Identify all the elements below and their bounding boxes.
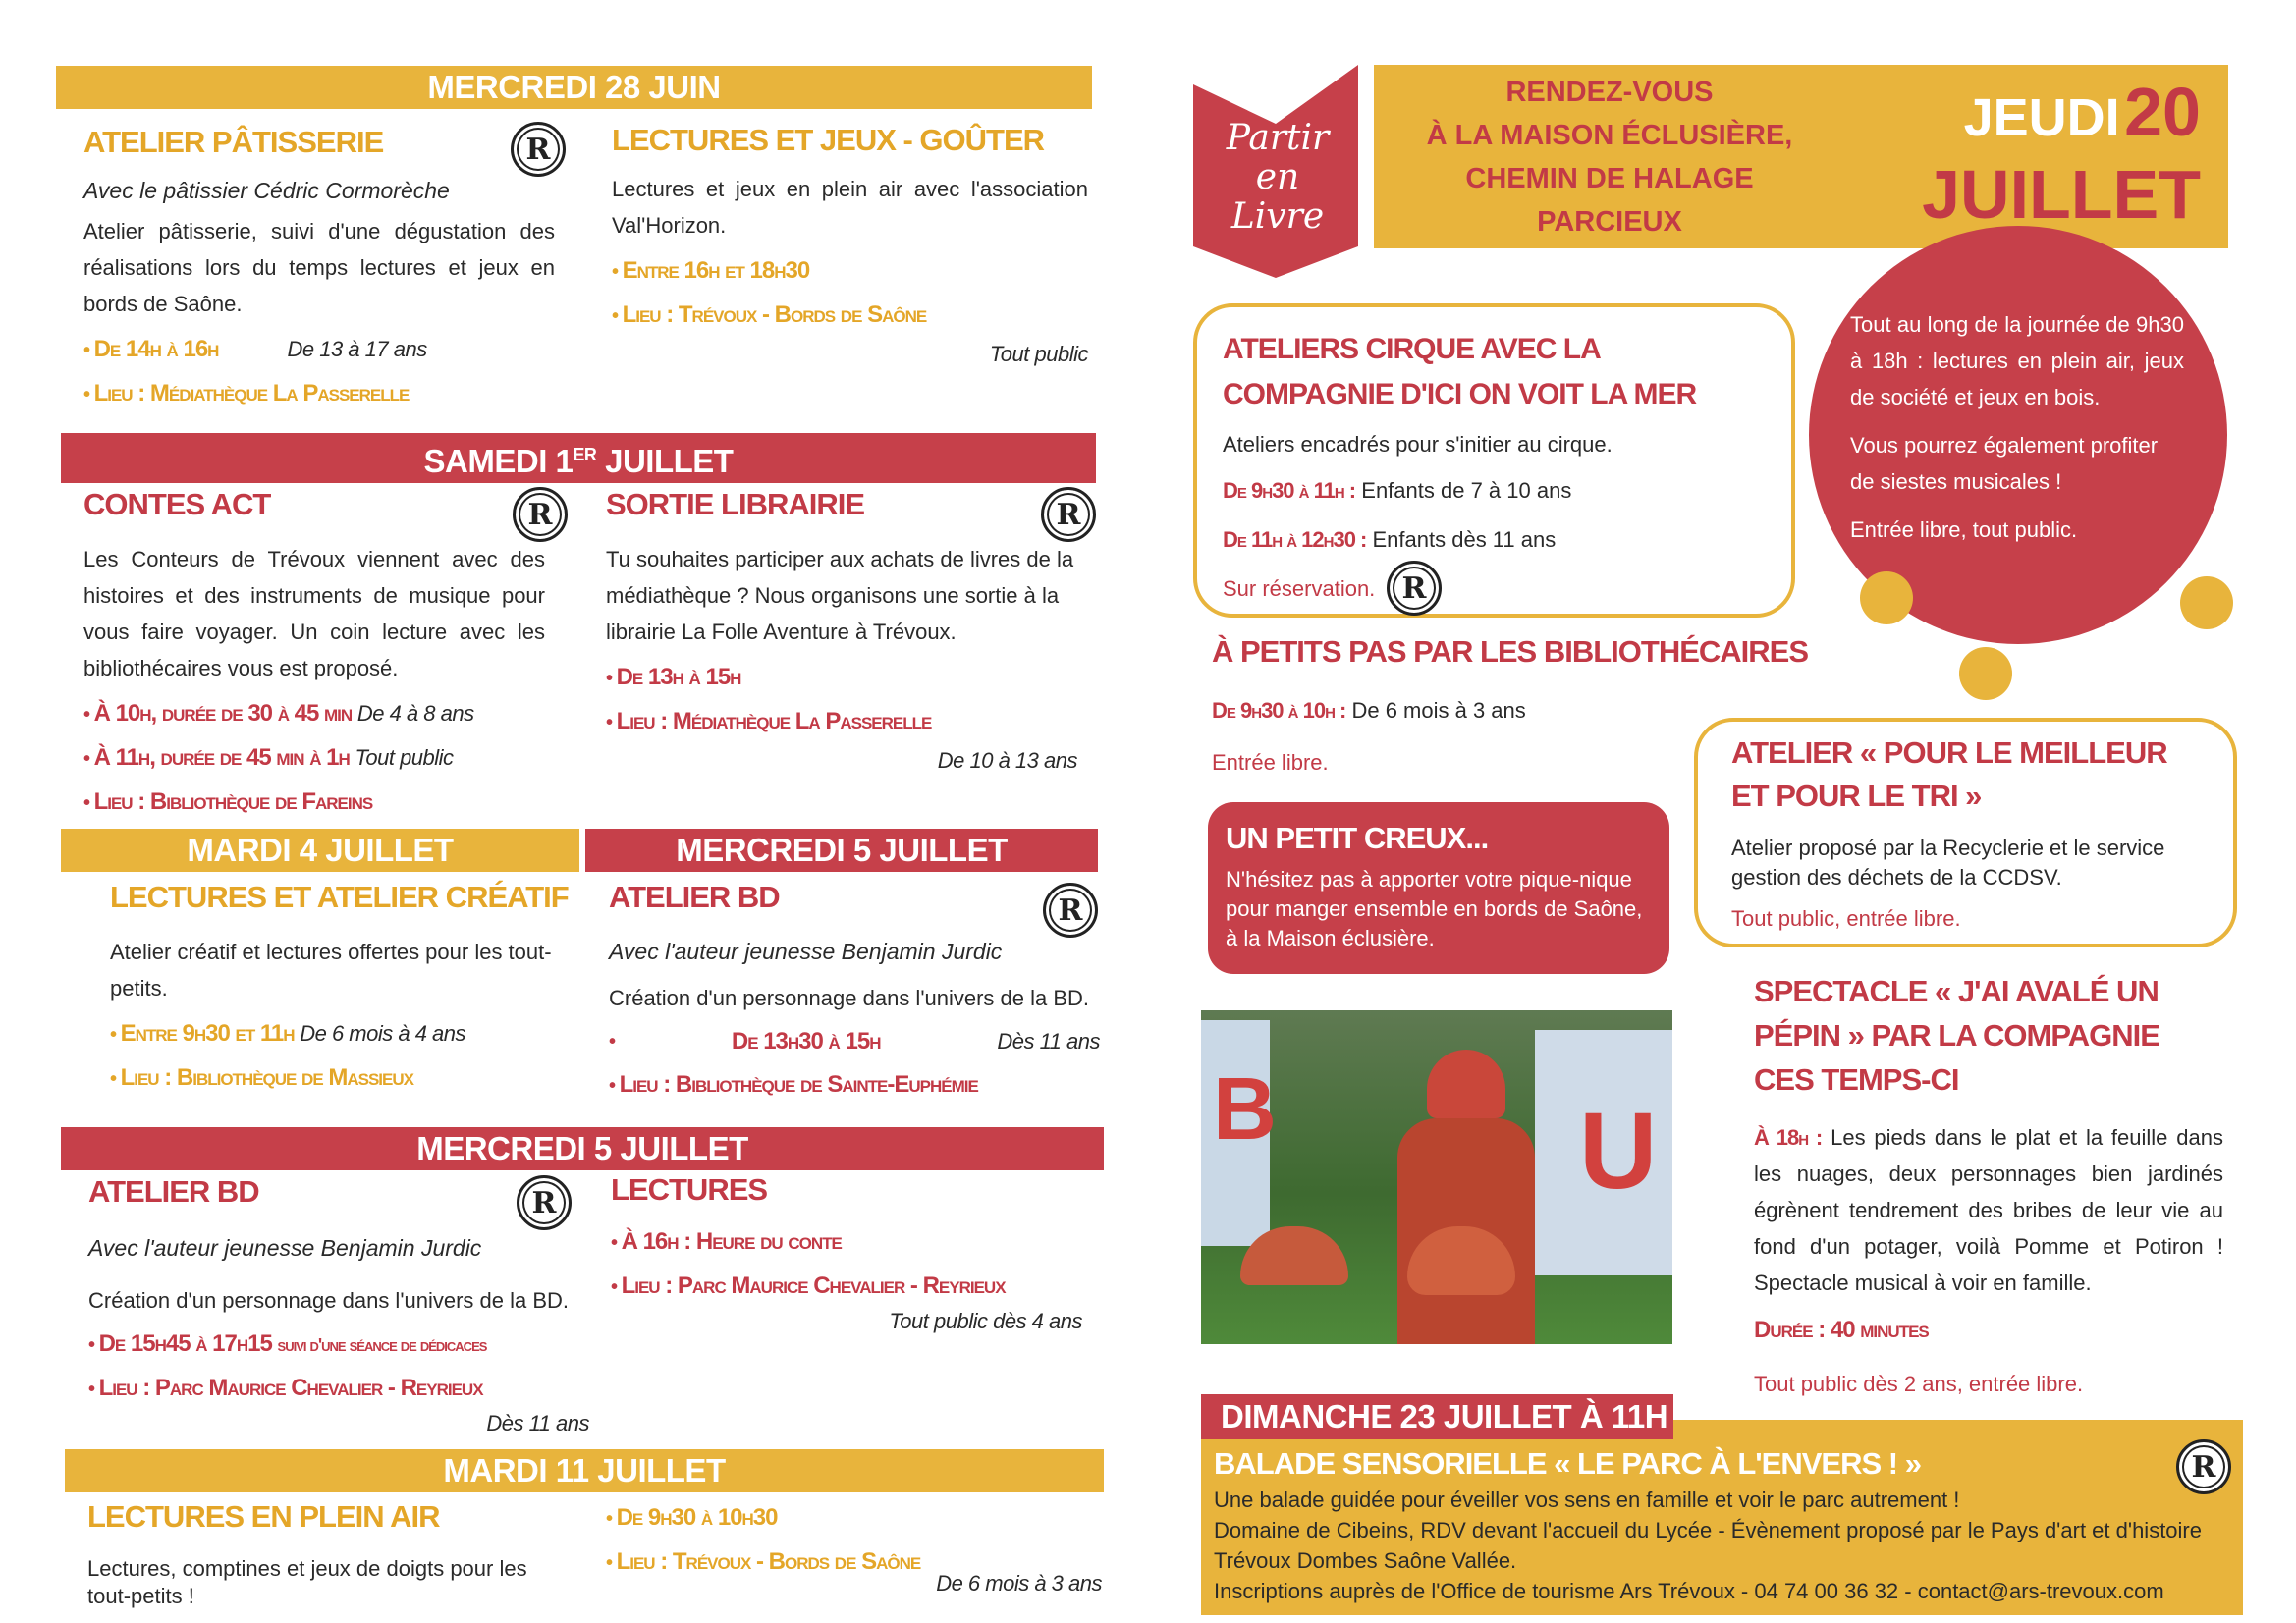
event-lectures-plein-air-details xyxy=(606,1496,1102,1596)
address-line: CHEMIN DE HALAGE xyxy=(1465,163,1754,194)
event-time: • À 16h : Heure du conte xyxy=(611,1220,1082,1265)
banner-text: JUILLET xyxy=(596,443,734,479)
reservation-icon: R xyxy=(1041,487,1096,542)
event-time: • De 13h à 15h xyxy=(606,656,1077,700)
session-time: De 11h à 12h30 : xyxy=(1223,527,1367,552)
event-place: • Lieu : Médiathèque La Passerelle xyxy=(83,372,555,416)
event-title: ATELIER « POUR LE MEILLEUR ET POUR LE TRI » xyxy=(1731,735,2167,813)
session-age: Enfants dès 11 ans xyxy=(1372,527,1557,552)
session-age: De 6 mois à 3 ans xyxy=(1351,698,1526,723)
event-title: LECTURES xyxy=(611,1172,768,1207)
event-title: LECTURES ET JEUX - GOÛTER xyxy=(612,123,1045,157)
reservation-icon: R xyxy=(1043,883,1098,938)
time-text: À 11h, durée de 45 min à 1h xyxy=(93,744,350,771)
event-title: ATELIER BD xyxy=(609,880,780,914)
date-month: JUILLET xyxy=(1922,156,2201,233)
session-line xyxy=(1223,515,1766,565)
event-title: SORTIE LIBRAIRIE xyxy=(606,487,865,521)
event-subtitle: Avec l'auteur jeunesse Benjamin Jurdic xyxy=(609,939,1003,964)
box-text: N'hésitez pas à apporter votre pique-nique pour manger ensemble en bords de Saône, à la Maison éclusière. xyxy=(1226,867,1643,950)
event-subtitle: Avec l'auteur jeunesse Benjamin Jurdic xyxy=(88,1235,482,1261)
time-extra: suivi d'une séance de dédicaces xyxy=(277,1335,487,1355)
event-lectures-reyrieux xyxy=(611,1171,1082,1334)
description-text: Les pieds dans le plat et la feuille dans les nuages, deux personnages bien jardinés égrènent tendrement des bribes de leur vie au fond d'un potager, voilà Pomme et Potiron ! Spectacle musical à voir en famille. xyxy=(1754,1125,2223,1295)
event-subtitle: Avec le pâtissier Cédric Cormorèche xyxy=(83,178,450,203)
event-title: SPECTACLE « J'AI AVALÉ UN PÉPIN » PAR LA COMPAGNIE CES TEMPS-CI xyxy=(1754,974,2159,1097)
time-text: De 14h à 16h xyxy=(93,336,219,362)
event-place: • Lieu : Bibliothèque de Sainte-Euphémie xyxy=(609,1063,1100,1108)
event-description: Lectures et jeux en plein air avec l'association Val'Horizon. xyxy=(612,177,1088,238)
session-age: Enfants de 7 à 10 ans xyxy=(1361,478,1572,503)
time-text: Entre 9h30 et 11h xyxy=(120,1020,295,1047)
event-description: Ateliers encadrés pour s'initier au cirque. xyxy=(1223,432,1613,457)
session-time: De 9h30 à 10h : xyxy=(1212,698,1346,723)
event-title: LECTURES ET ATELIER CRÉATIF xyxy=(110,880,569,914)
age-range: Tout public xyxy=(355,745,454,770)
time-text: • De 13h30 à 15h xyxy=(731,1028,881,1055)
event-time xyxy=(609,1020,1100,1063)
session-time: De 9h30 à 11h : xyxy=(1223,478,1356,503)
event-title: ATELIER PÂTISSERIE xyxy=(83,125,384,159)
session-time: À 18h : xyxy=(1754,1125,1823,1150)
event-balade-sensorielle xyxy=(1214,1445,2235,1606)
date-number: 20 xyxy=(2124,74,2201,150)
sheet-letter: B xyxy=(1213,1060,1277,1159)
box-title: UN PETIT CREUX... xyxy=(1226,821,1489,855)
event-atelier-bd-reyrieux xyxy=(88,1173,589,1436)
event-time xyxy=(83,692,545,736)
event-contes-act xyxy=(83,486,545,825)
duration: Durée : 40 minutes xyxy=(1754,1317,1929,1343)
event-lectures-plein-air xyxy=(87,1498,559,1610)
banner-text: SAMEDI 1 xyxy=(423,443,574,479)
event-description: Lectures, comptines et jeux de doigts pour les tout-petits ! xyxy=(87,1556,527,1608)
age-range: De 13 à 17 ans xyxy=(287,337,427,361)
event-time xyxy=(110,1012,586,1056)
partir-en-livre-logo xyxy=(1189,65,1362,278)
event-line: Une balade guidée pour éveiller vos sens en famille et voir le parc autrement ! xyxy=(1214,1488,1960,1512)
age-range: Dès 11 ans xyxy=(486,1411,589,1435)
event-place: • Lieu : Trévoux - Bords de Saône xyxy=(606,1541,1102,1585)
decorative-dot xyxy=(1860,571,1913,624)
time-text: À 10h, durée de 30 à 45 min xyxy=(93,700,353,727)
venue-address xyxy=(1413,71,1806,243)
header-rendezvous xyxy=(1374,65,2228,248)
event-lectures-atelier-creatif xyxy=(110,879,586,1101)
event-description: Atelier proposé par la Recyclerie et le service gestion des déchets de la CCDSV. xyxy=(1731,836,2165,890)
event-description: Création d'un personnage dans l'univers de la BD. xyxy=(609,986,1090,1010)
age-range: Tout public xyxy=(989,342,1088,366)
event-place: • Lieu : Bibliothèque de Fareins xyxy=(83,781,545,825)
event-contact: Inscriptions auprès de l'Office de tourisme Ars Trévoux - 04 74 00 36 32 - contact@ars-trevoux.com xyxy=(1214,1579,2164,1603)
banner-superscript: ER xyxy=(573,445,597,464)
event-time xyxy=(88,1323,589,1367)
session-line xyxy=(1223,466,1766,515)
address-line: À LA MAISON ÉCLUSIÈRE, xyxy=(1426,120,1793,151)
banner-mardi-4-juillet: MARDI 4 JUILLET xyxy=(61,829,579,872)
decorative-dot xyxy=(1959,647,2012,700)
event-title: CONTES ACT xyxy=(83,487,271,521)
event-spectacle xyxy=(1754,969,2223,1402)
event-place: • Lieu : Bibliothèque de Massieux xyxy=(110,1056,586,1101)
performer-hat xyxy=(1427,1050,1505,1118)
reservation-icon: R xyxy=(2176,1439,2231,1494)
event-date xyxy=(1922,74,2201,233)
event-title: BALADE SENSORIELLE « LE PARC À L'ENVERS ! » xyxy=(1214,1446,1921,1481)
age-range: De 10 à 13 ans xyxy=(937,748,1077,773)
event-title: ATELIER BD xyxy=(88,1174,259,1209)
banner-samedi-1er-juillet xyxy=(61,433,1096,483)
banner-mercredi-5-juillet: MERCREDI 5 JUILLET xyxy=(585,829,1098,872)
event-description xyxy=(1754,1119,2223,1301)
tri-box xyxy=(1694,718,2237,947)
show-photo xyxy=(1201,1010,1672,1344)
age-range: De 6 mois à 4 ans xyxy=(300,1021,466,1046)
age-range: Dès 11 ans xyxy=(997,1029,1100,1054)
event-time xyxy=(83,328,555,372)
petit-creux-box xyxy=(1208,802,1669,974)
event-description: Les Conteurs de Trévoux viennent avec des histoires et des instruments de musique pour vous faire voyager. Un coin lecture avec les bibliothécaires vous est proposé. xyxy=(83,547,545,680)
event-title: À PETITS PAS PAR LES BIBLIOTHÉCAIRES xyxy=(1212,634,1809,669)
event-title: ATELIERS CIRQUE AVEC LA COMPAGNIE D'ICI ON VOIT LA MER xyxy=(1223,333,1697,410)
circle-paragraph: Vous pourrez également profiter de siestes musicales ! xyxy=(1850,433,2159,494)
event-lectures-jeux-gouter xyxy=(612,122,1088,367)
reservation-icon: R xyxy=(517,1175,572,1230)
cirque-box xyxy=(1193,303,1795,618)
event-title: LECTURES EN PLEIN AIR xyxy=(87,1499,440,1534)
event-place: • Lieu : Parc Maurice Chevalier - Reyrieux xyxy=(611,1265,1082,1309)
address-line: PARCIEUX xyxy=(1537,206,1682,238)
event-place: • Lieu : Trévoux - Bords de Saône xyxy=(612,294,1088,338)
banner-dimanche-23-juillet: DIMANCHE 23 JUILLET À 11H xyxy=(1201,1394,1673,1439)
event-description: Atelier créatif et lectures offertes pour les tout-petits. xyxy=(110,940,552,1001)
event-description: Création d'un personnage dans l'univers de la BD. xyxy=(88,1288,570,1313)
banner-mardi-11-juillet: MARDI 11 JUILLET xyxy=(65,1449,1104,1492)
sheet-letter: U xyxy=(1579,1091,1658,1212)
reservation-icon: R xyxy=(1387,561,1442,616)
info-circle-text xyxy=(1850,306,2184,548)
event-atelier-patisserie xyxy=(83,124,555,416)
event-place: • Lieu : Médiathèque La Passerelle xyxy=(606,700,1077,744)
event-time: • Entre 16h et 18h30 xyxy=(612,249,1088,294)
entry-note: Entrée libre. xyxy=(1212,750,1329,775)
logo-text: Partir en Livre xyxy=(1226,118,1330,237)
circle-paragraph: Entrée libre, tout public. xyxy=(1850,517,2078,542)
circle-paragraph: Tout au long de la journée de 9h30 à 18h : lectures en plein air, jeux de société et jeux en bois. xyxy=(1850,312,2184,409)
entry-note: Tout public dès 2 ans, entrée libre. xyxy=(1754,1372,2084,1396)
address-line: RENDEZ-VOUS xyxy=(1505,77,1714,108)
event-time xyxy=(83,736,545,781)
event-line: Domaine de Cibeins, RDV devant l'accueil du Lycée - Évènement proposé par le Pays d'art et d'histoire Trévoux Dombes Saône Vallée. xyxy=(1214,1518,2202,1573)
event-sortie-librairie xyxy=(606,486,1077,774)
event-place: • Lieu : Parc Maurice Chevalier - Reyrieux xyxy=(88,1367,589,1411)
event-time: • De 9h30 à 10h30 xyxy=(606,1496,1102,1541)
banner-mercredi-5-juillet-2: MERCREDI 5 JUILLET xyxy=(61,1127,1104,1170)
age-range: De 6 mois à 3 ans xyxy=(936,1571,1102,1596)
age-range: De 4 à 8 ans xyxy=(356,701,474,726)
time-text: De 15h45 à 17h15 xyxy=(98,1330,272,1357)
reservation-icon: R xyxy=(511,122,566,177)
decorative-dot xyxy=(2180,576,2233,629)
banner-mercredi-28-juin: MERCREDI 28 JUIN xyxy=(56,66,1092,109)
entry-note: Tout public, entrée libre. xyxy=(1731,906,1961,931)
event-description: Tu souhaites participer aux achats de livres de la médiathèque ? Nous organisons une sortie à la librairie La Folle Aventure à Trévoux. xyxy=(606,547,1074,644)
reservation-icon: R xyxy=(513,487,568,542)
reservation-note: Sur réservation. xyxy=(1223,576,1376,601)
event-atelier-bd-sainte-euphemie xyxy=(609,879,1100,1108)
age-range: Tout public dès 4 ans xyxy=(889,1309,1082,1333)
event-description: Atelier pâtisserie, suivi d'une dégustation des réalisations lors du temps lectures et jeux en bords de Saône. xyxy=(83,219,555,316)
date-day: JEUDI xyxy=(1963,88,2120,147)
